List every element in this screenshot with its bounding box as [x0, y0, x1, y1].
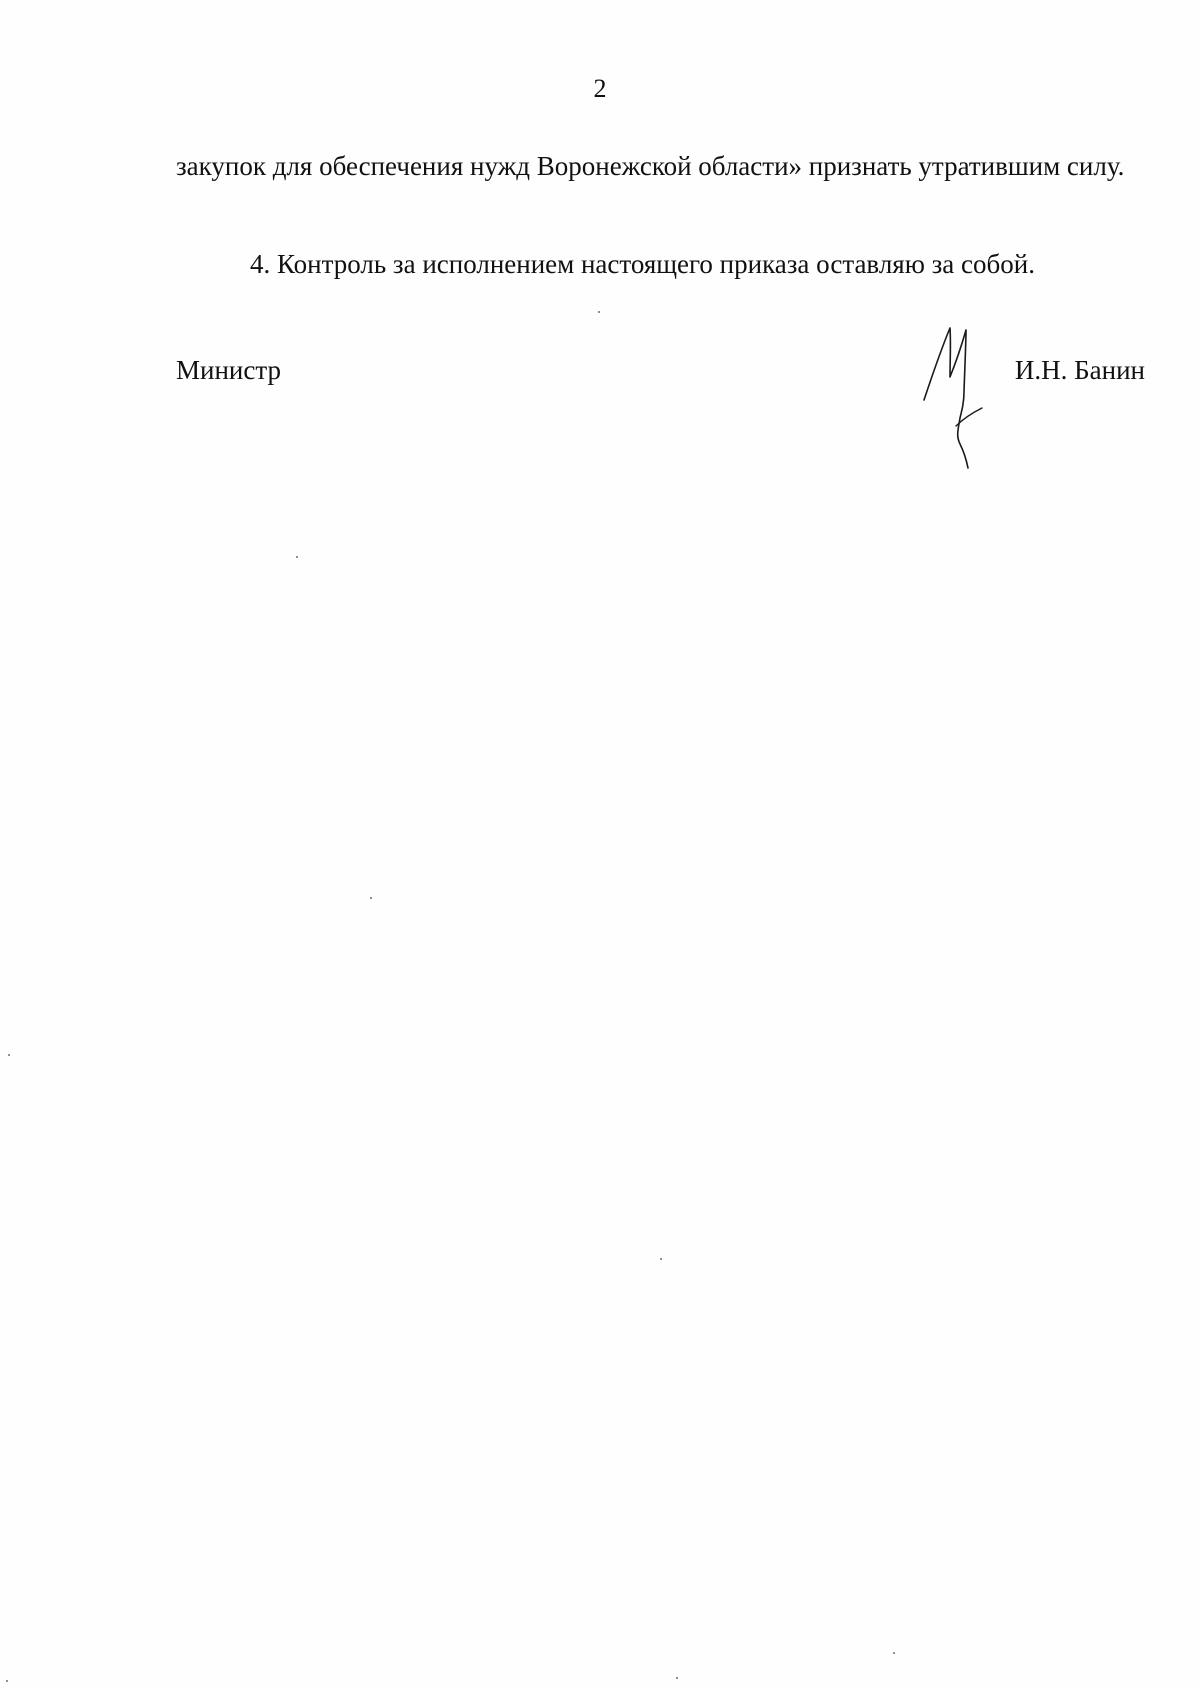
- scan-speck: [893, 1652, 895, 1654]
- scan-speck: [598, 311, 600, 313]
- paragraph-control-clause: 4. Контроль за исполнением настоящего приказа оставляю за собой.: [250, 249, 1035, 279]
- handwritten-signature: [920, 322, 990, 472]
- paragraph-continuation: закупок для обеспечения нужд Воронежской области» признать утратившим силу.: [176, 151, 1125, 181]
- signatory-name: И.Н. Банин: [1014, 355, 1145, 385]
- scan-speck: [676, 1677, 678, 1679]
- scan-speck: [660, 1258, 662, 1260]
- scan-speck: [6, 1680, 8, 1682]
- scan-speck: [8, 1054, 10, 1056]
- scan-speck: [370, 897, 372, 899]
- page-number: 2: [593, 74, 607, 103]
- scan-speck: [296, 556, 298, 558]
- signatory-role: Министр: [176, 355, 281, 385]
